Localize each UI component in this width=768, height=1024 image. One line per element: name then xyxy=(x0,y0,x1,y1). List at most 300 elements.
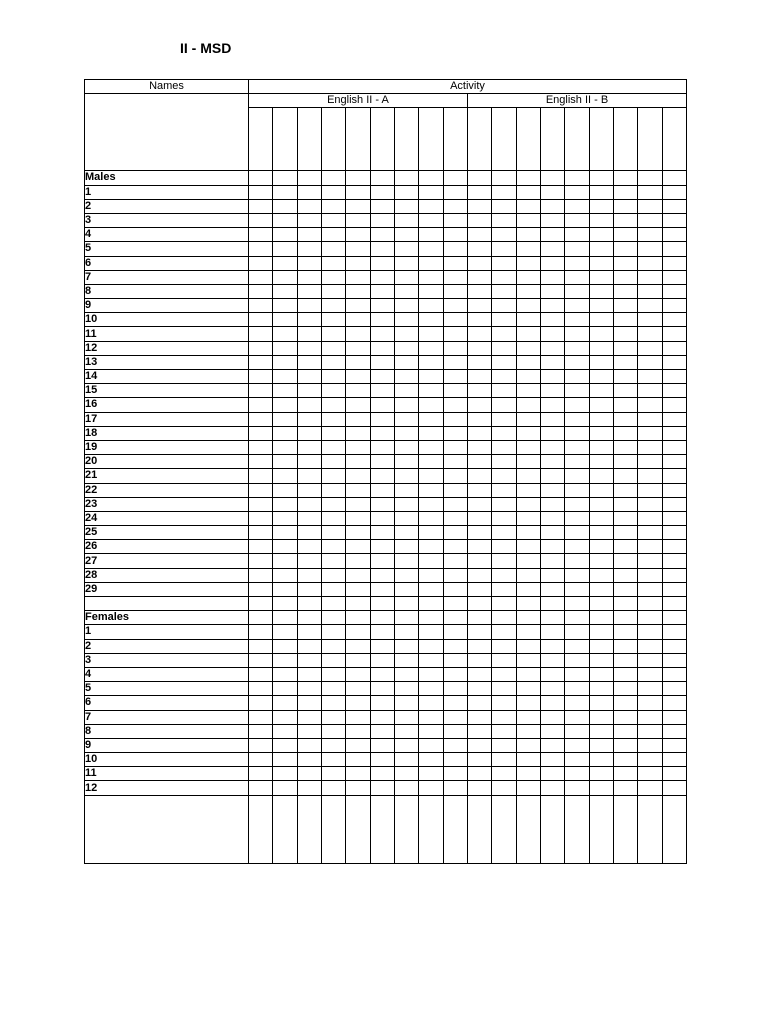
grid-cell[interactable] xyxy=(492,497,516,511)
grid-cell[interactable] xyxy=(370,625,394,639)
grid-cell[interactable] xyxy=(565,795,589,863)
grid-cell[interactable] xyxy=(370,341,394,355)
grid-cell[interactable] xyxy=(662,284,686,298)
grid-cell[interactable] xyxy=(370,497,394,511)
grid-cell[interactable] xyxy=(370,242,394,256)
grid-cell[interactable] xyxy=(516,568,540,582)
grid-cell[interactable] xyxy=(419,710,443,724)
grid-cell[interactable] xyxy=(540,582,564,596)
grid-cell[interactable] xyxy=(321,781,345,795)
grid-cell[interactable] xyxy=(540,611,564,625)
grid-cell[interactable] xyxy=(467,753,491,767)
grid-cell[interactable] xyxy=(249,384,273,398)
grid-cell[interactable] xyxy=(321,653,345,667)
grid-cell[interactable] xyxy=(589,753,613,767)
grid-cell[interactable] xyxy=(321,256,345,270)
grid-cell[interactable] xyxy=(638,781,662,795)
grid-cell[interactable] xyxy=(321,611,345,625)
grid-cell[interactable] xyxy=(321,426,345,440)
grid-cell[interactable] xyxy=(565,625,589,639)
grid-cell[interactable] xyxy=(273,526,297,540)
grid-cell[interactable] xyxy=(662,341,686,355)
grid-cell[interactable] xyxy=(565,582,589,596)
grid-cell[interactable] xyxy=(613,384,637,398)
grid-cell[interactable] xyxy=(394,753,418,767)
grid-cell[interactable] xyxy=(638,767,662,781)
grid-cell[interactable] xyxy=(492,384,516,398)
grid-cell[interactable] xyxy=(589,398,613,412)
grid-cell[interactable] xyxy=(516,242,540,256)
grid-cell[interactable] xyxy=(419,738,443,752)
grid-cell[interactable] xyxy=(249,185,273,199)
grid-cell[interactable] xyxy=(297,639,321,653)
grid-cell[interactable] xyxy=(297,724,321,738)
grid-cell[interactable] xyxy=(297,412,321,426)
grid-cell[interactable] xyxy=(540,497,564,511)
grid-cell[interactable] xyxy=(370,639,394,653)
grid-cell[interactable] xyxy=(321,540,345,554)
grid-cell[interactable] xyxy=(492,724,516,738)
grid-cell[interactable] xyxy=(638,483,662,497)
grid-cell[interactable] xyxy=(492,696,516,710)
grid-cell[interactable] xyxy=(370,696,394,710)
grid-cell[interactable] xyxy=(540,199,564,213)
grid-cell[interactable] xyxy=(273,696,297,710)
grid-cell[interactable] xyxy=(638,696,662,710)
grid-cell[interactable] xyxy=(273,611,297,625)
grid-cell[interactable] xyxy=(346,767,370,781)
grid-cell[interactable] xyxy=(613,108,637,171)
grid-cell[interactable] xyxy=(394,767,418,781)
grid-cell[interactable] xyxy=(516,199,540,213)
grid-cell[interactable] xyxy=(662,242,686,256)
grid-cell[interactable] xyxy=(273,313,297,327)
grid-cell[interactable] xyxy=(662,526,686,540)
grid-cell[interactable] xyxy=(638,582,662,596)
grid-cell[interactable] xyxy=(394,781,418,795)
grid-cell[interactable] xyxy=(321,228,345,242)
grid-cell[interactable] xyxy=(638,440,662,454)
grid-cell[interactable] xyxy=(540,299,564,313)
grid-cell[interactable] xyxy=(370,540,394,554)
grid-cell[interactable] xyxy=(467,738,491,752)
grid-cell[interactable] xyxy=(443,781,467,795)
grid-cell[interactable] xyxy=(346,582,370,596)
grid-cell[interactable] xyxy=(346,738,370,752)
grid-cell[interactable] xyxy=(370,284,394,298)
grid-cell[interactable] xyxy=(443,653,467,667)
grid-cell[interactable] xyxy=(613,171,637,185)
grid-cell[interactable] xyxy=(297,597,321,611)
grid-cell[interactable] xyxy=(589,497,613,511)
grid-cell[interactable] xyxy=(370,724,394,738)
grid-cell[interactable] xyxy=(273,511,297,525)
grid-cell[interactable] xyxy=(613,653,637,667)
grid-cell[interactable] xyxy=(662,355,686,369)
grid-cell[interactable] xyxy=(297,199,321,213)
grid-cell[interactable] xyxy=(273,398,297,412)
grid-cell[interactable] xyxy=(346,653,370,667)
grid-cell[interactable] xyxy=(540,228,564,242)
grid-cell[interactable] xyxy=(394,497,418,511)
grid-cell[interactable] xyxy=(613,526,637,540)
grid-cell[interactable] xyxy=(273,412,297,426)
grid-cell[interactable] xyxy=(589,370,613,384)
grid-cell[interactable] xyxy=(419,653,443,667)
grid-cell[interactable] xyxy=(467,667,491,681)
grid-cell[interactable] xyxy=(589,284,613,298)
grid-cell[interactable] xyxy=(565,171,589,185)
grid-cell[interactable] xyxy=(613,370,637,384)
grid-cell[interactable] xyxy=(492,341,516,355)
grid-cell[interactable] xyxy=(419,426,443,440)
grid-cell[interactable] xyxy=(394,171,418,185)
grid-cell[interactable] xyxy=(273,426,297,440)
grid-cell[interactable] xyxy=(589,412,613,426)
grid-cell[interactable] xyxy=(321,108,345,171)
grid-cell[interactable] xyxy=(540,455,564,469)
grid-cell[interactable] xyxy=(540,795,564,863)
grid-cell[interactable] xyxy=(370,299,394,313)
grid-cell[interactable] xyxy=(516,554,540,568)
grid-cell[interactable] xyxy=(638,682,662,696)
grid-cell[interactable] xyxy=(321,341,345,355)
grid-cell[interactable] xyxy=(516,313,540,327)
grid-cell[interactable] xyxy=(394,526,418,540)
grid-cell[interactable] xyxy=(346,781,370,795)
grid-cell[interactable] xyxy=(638,412,662,426)
grid-cell[interactable] xyxy=(638,455,662,469)
grid-cell[interactable] xyxy=(565,710,589,724)
grid-cell[interactable] xyxy=(297,696,321,710)
grid-cell[interactable] xyxy=(589,710,613,724)
grid-cell[interactable] xyxy=(443,270,467,284)
grid-cell[interactable] xyxy=(419,511,443,525)
grid-cell[interactable] xyxy=(419,398,443,412)
grid-cell[interactable] xyxy=(516,781,540,795)
grid-cell[interactable] xyxy=(249,767,273,781)
grid-cell[interactable] xyxy=(419,568,443,582)
grid-cell[interactable] xyxy=(638,398,662,412)
grid-cell[interactable] xyxy=(662,185,686,199)
grid-cell[interactable] xyxy=(394,455,418,469)
grid-cell[interactable] xyxy=(273,540,297,554)
grid-cell[interactable] xyxy=(492,639,516,653)
grid-cell[interactable] xyxy=(443,370,467,384)
grid-cell[interactable] xyxy=(419,228,443,242)
grid-cell[interactable] xyxy=(638,795,662,863)
grid-cell[interactable] xyxy=(565,327,589,341)
grid-cell[interactable] xyxy=(419,199,443,213)
grid-cell[interactable] xyxy=(394,682,418,696)
grid-cell[interactable] xyxy=(249,696,273,710)
grid-cell[interactable] xyxy=(662,597,686,611)
grid-cell[interactable] xyxy=(346,171,370,185)
grid-cell[interactable] xyxy=(346,710,370,724)
grid-cell[interactable] xyxy=(467,526,491,540)
grid-cell[interactable] xyxy=(273,370,297,384)
grid-cell[interactable] xyxy=(370,568,394,582)
grid-cell[interactable] xyxy=(394,108,418,171)
grid-cell[interactable] xyxy=(662,540,686,554)
grid-cell[interactable] xyxy=(346,526,370,540)
grid-cell[interactable] xyxy=(492,370,516,384)
grid-cell[interactable] xyxy=(297,710,321,724)
grid-cell[interactable] xyxy=(346,696,370,710)
grid-cell[interactable] xyxy=(419,355,443,369)
grid-cell[interactable] xyxy=(297,256,321,270)
grid-cell[interactable] xyxy=(419,108,443,171)
grid-cell[interactable] xyxy=(613,625,637,639)
grid-cell[interactable] xyxy=(467,341,491,355)
grid-cell[interactable] xyxy=(394,440,418,454)
grid-cell[interactable] xyxy=(249,710,273,724)
grid-cell[interactable] xyxy=(321,185,345,199)
grid-cell[interactable] xyxy=(565,497,589,511)
grid-cell[interactable] xyxy=(662,554,686,568)
grid-cell[interactable] xyxy=(492,426,516,440)
grid-cell[interactable] xyxy=(467,653,491,667)
grid-cell[interactable] xyxy=(370,455,394,469)
grid-cell[interactable] xyxy=(419,724,443,738)
grid-cell[interactable] xyxy=(370,398,394,412)
grid-cell[interactable] xyxy=(346,724,370,738)
grid-cell[interactable] xyxy=(589,355,613,369)
grid-cell[interactable] xyxy=(565,753,589,767)
grid-cell[interactable] xyxy=(492,185,516,199)
grid-cell[interactable] xyxy=(613,582,637,596)
grid-cell[interactable] xyxy=(297,228,321,242)
grid-cell[interactable] xyxy=(638,611,662,625)
grid-cell[interactable] xyxy=(273,213,297,227)
grid-cell[interactable] xyxy=(613,795,637,863)
grid-cell[interactable] xyxy=(662,696,686,710)
grid-cell[interactable] xyxy=(589,327,613,341)
grid-cell[interactable] xyxy=(443,384,467,398)
grid-cell[interactable] xyxy=(540,483,564,497)
grid-cell[interactable] xyxy=(638,384,662,398)
grid-cell[interactable] xyxy=(565,554,589,568)
grid-cell[interactable] xyxy=(443,426,467,440)
grid-cell[interactable] xyxy=(589,199,613,213)
grid-cell[interactable] xyxy=(565,682,589,696)
grid-cell[interactable] xyxy=(321,483,345,497)
grid-cell[interactable] xyxy=(492,469,516,483)
grid-cell[interactable] xyxy=(273,582,297,596)
grid-cell[interactable] xyxy=(613,497,637,511)
grid-cell[interactable] xyxy=(419,540,443,554)
grid-cell[interactable] xyxy=(467,795,491,863)
grid-cell[interactable] xyxy=(467,256,491,270)
grid-cell[interactable] xyxy=(297,511,321,525)
grid-cell[interactable] xyxy=(540,738,564,752)
grid-cell[interactable] xyxy=(492,568,516,582)
grid-cell[interactable] xyxy=(565,185,589,199)
grid-cell[interactable] xyxy=(273,384,297,398)
grid-cell[interactable] xyxy=(419,185,443,199)
grid-cell[interactable] xyxy=(370,171,394,185)
grid-cell[interactable] xyxy=(540,327,564,341)
grid-cell[interactable] xyxy=(419,256,443,270)
grid-cell[interactable] xyxy=(394,667,418,681)
grid-cell[interactable] xyxy=(273,199,297,213)
grid-cell[interactable] xyxy=(589,228,613,242)
grid-cell[interactable] xyxy=(443,256,467,270)
grid-cell[interactable] xyxy=(540,724,564,738)
grid-cell[interactable] xyxy=(516,213,540,227)
grid-cell[interactable] xyxy=(346,242,370,256)
grid-cell[interactable] xyxy=(443,313,467,327)
grid-cell[interactable] xyxy=(346,284,370,298)
grid-cell[interactable] xyxy=(370,270,394,284)
grid-cell[interactable] xyxy=(540,341,564,355)
grid-cell[interactable] xyxy=(297,355,321,369)
grid-cell[interactable] xyxy=(273,270,297,284)
grid-cell[interactable] xyxy=(443,341,467,355)
grid-cell[interactable] xyxy=(638,568,662,582)
grid-cell[interactable] xyxy=(346,483,370,497)
grid-cell[interactable] xyxy=(321,440,345,454)
grid-cell[interactable] xyxy=(540,384,564,398)
grid-cell[interactable] xyxy=(394,483,418,497)
grid-cell[interactable] xyxy=(249,639,273,653)
grid-cell[interactable] xyxy=(321,455,345,469)
grid-cell[interactable] xyxy=(249,242,273,256)
grid-cell[interactable] xyxy=(394,284,418,298)
grid-cell[interactable] xyxy=(492,171,516,185)
grid-cell[interactable] xyxy=(443,455,467,469)
grid-cell[interactable] xyxy=(467,568,491,582)
grid-cell[interactable] xyxy=(419,639,443,653)
grid-cell[interactable] xyxy=(467,497,491,511)
grid-cell[interactable] xyxy=(394,469,418,483)
grid-cell[interactable] xyxy=(492,767,516,781)
grid-cell[interactable] xyxy=(638,653,662,667)
grid-cell[interactable] xyxy=(443,355,467,369)
grid-cell[interactable] xyxy=(370,199,394,213)
grid-cell[interactable] xyxy=(613,412,637,426)
grid-cell[interactable] xyxy=(297,299,321,313)
grid-cell[interactable] xyxy=(589,270,613,284)
grid-cell[interactable] xyxy=(273,738,297,752)
grid-cell[interactable] xyxy=(540,767,564,781)
grid-cell[interactable] xyxy=(516,696,540,710)
grid-cell[interactable] xyxy=(346,639,370,653)
grid-cell[interactable] xyxy=(613,355,637,369)
grid-cell[interactable] xyxy=(516,497,540,511)
grid-cell[interactable] xyxy=(346,384,370,398)
grid-cell[interactable] xyxy=(516,582,540,596)
grid-cell[interactable] xyxy=(638,497,662,511)
grid-cell[interactable] xyxy=(492,540,516,554)
grid-cell[interactable] xyxy=(516,710,540,724)
grid-cell[interactable] xyxy=(297,242,321,256)
grid-cell[interactable] xyxy=(467,426,491,440)
grid-cell[interactable] xyxy=(492,327,516,341)
grid-cell[interactable] xyxy=(516,738,540,752)
grid-cell[interactable] xyxy=(394,724,418,738)
grid-cell[interactable] xyxy=(516,341,540,355)
grid-cell[interactable] xyxy=(540,355,564,369)
grid-cell[interactable] xyxy=(346,370,370,384)
grid-cell[interactable] xyxy=(613,540,637,554)
grid-cell[interactable] xyxy=(297,171,321,185)
grid-cell[interactable] xyxy=(565,568,589,582)
grid-cell[interactable] xyxy=(565,199,589,213)
grid-cell[interactable] xyxy=(662,313,686,327)
grid-cell[interactable] xyxy=(370,483,394,497)
grid-cell[interactable] xyxy=(394,185,418,199)
grid-cell[interactable] xyxy=(394,213,418,227)
grid-cell[interactable] xyxy=(249,526,273,540)
grid-cell[interactable] xyxy=(394,412,418,426)
grid-cell[interactable] xyxy=(419,327,443,341)
grid-cell[interactable] xyxy=(467,185,491,199)
grid-cell[interactable] xyxy=(346,753,370,767)
grid-cell[interactable] xyxy=(662,568,686,582)
grid-cell[interactable] xyxy=(565,213,589,227)
grid-cell[interactable] xyxy=(540,667,564,681)
grid-cell[interactable] xyxy=(297,270,321,284)
grid-cell[interactable] xyxy=(613,554,637,568)
grid-cell[interactable] xyxy=(565,370,589,384)
grid-cell[interactable] xyxy=(273,455,297,469)
grid-cell[interactable] xyxy=(516,256,540,270)
grid-cell[interactable] xyxy=(589,185,613,199)
grid-cell[interactable] xyxy=(492,299,516,313)
grid-cell[interactable] xyxy=(662,213,686,227)
grid-cell[interactable] xyxy=(370,327,394,341)
grid-cell[interactable] xyxy=(565,426,589,440)
grid-cell[interactable] xyxy=(297,370,321,384)
grid-cell[interactable] xyxy=(249,213,273,227)
grid-cell[interactable] xyxy=(467,242,491,256)
grid-cell[interactable] xyxy=(516,682,540,696)
grid-cell[interactable] xyxy=(273,724,297,738)
grid-cell[interactable] xyxy=(540,398,564,412)
grid-cell[interactable] xyxy=(589,696,613,710)
grid-cell[interactable] xyxy=(540,426,564,440)
grid-cell[interactable] xyxy=(419,582,443,596)
grid-cell[interactable] xyxy=(273,682,297,696)
grid-cell[interactable] xyxy=(273,795,297,863)
grid-cell[interactable] xyxy=(540,526,564,540)
grid-cell[interactable] xyxy=(321,724,345,738)
grid-cell[interactable] xyxy=(249,256,273,270)
grid-cell[interactable] xyxy=(443,639,467,653)
grid-cell[interactable] xyxy=(638,108,662,171)
grid-cell[interactable] xyxy=(273,327,297,341)
grid-cell[interactable] xyxy=(419,781,443,795)
grid-cell[interactable] xyxy=(467,781,491,795)
grid-cell[interactable] xyxy=(273,753,297,767)
grid-cell[interactable] xyxy=(540,242,564,256)
grid-cell[interactable] xyxy=(613,426,637,440)
grid-cell[interactable] xyxy=(540,540,564,554)
grid-cell[interactable] xyxy=(662,440,686,454)
grid-cell[interactable] xyxy=(492,355,516,369)
grid-cell[interactable] xyxy=(443,412,467,426)
grid-cell[interactable] xyxy=(565,242,589,256)
grid-cell[interactable] xyxy=(394,568,418,582)
grid-cell[interactable] xyxy=(589,256,613,270)
grid-cell[interactable] xyxy=(662,497,686,511)
grid-cell[interactable] xyxy=(394,625,418,639)
grid-cell[interactable] xyxy=(613,228,637,242)
grid-cell[interactable] xyxy=(394,795,418,863)
grid-cell[interactable] xyxy=(394,426,418,440)
grid-cell[interactable] xyxy=(297,667,321,681)
